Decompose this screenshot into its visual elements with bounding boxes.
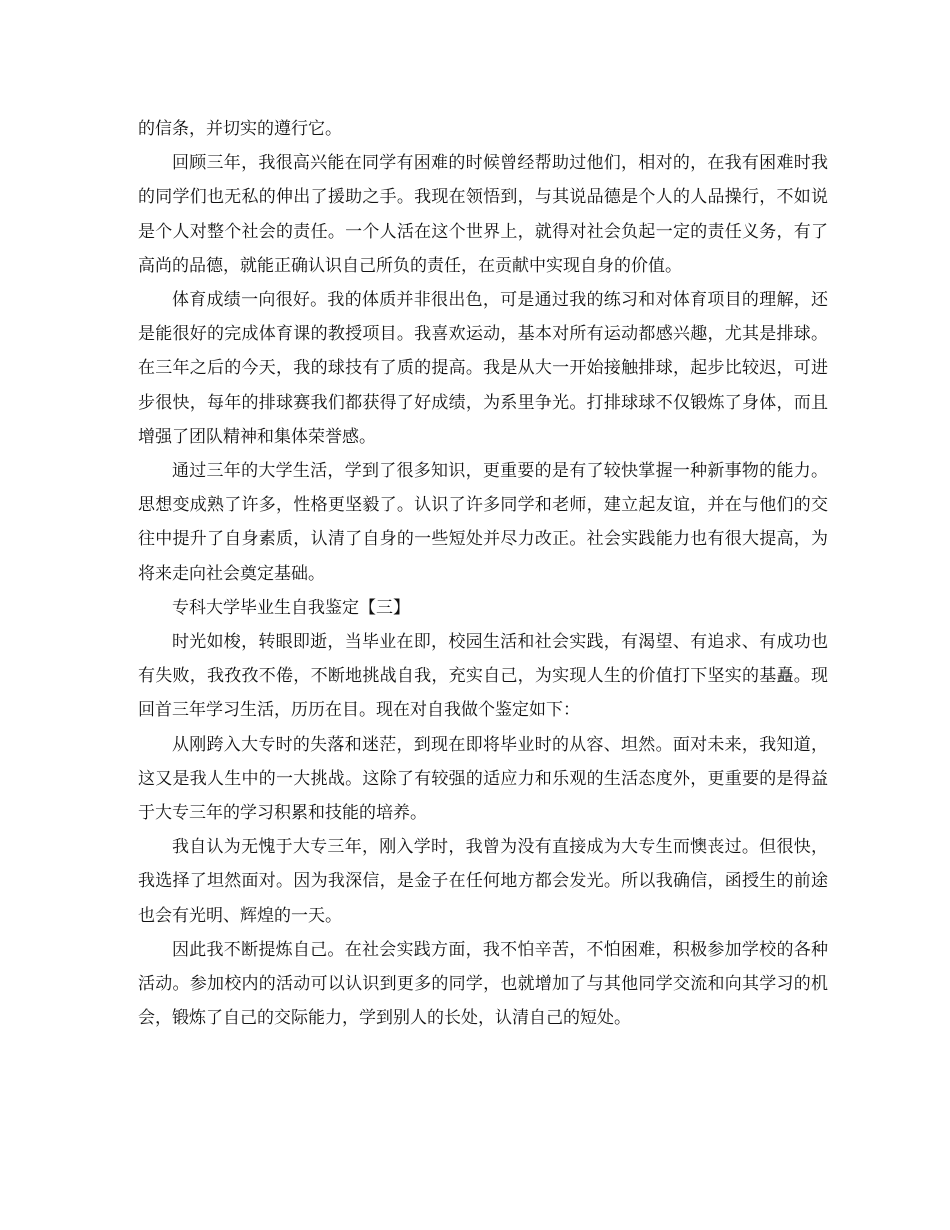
paragraph-no-regrets: 我自认为无愧于大专三年，刚入学时，我曾为没有直接成为大专生而懊丧过。但很快，我选择了坦然面对。因为我深信，是金子在任何地方都会发光。所以我确信，函授生的前途也会有光明、辉煌的一天。 <box>138 837 828 926</box>
section-heading: 专科大学毕业生自我鉴定【三】 <box>172 597 410 618</box>
paragraph-sports: 体育成绩一向很好。我的体质并非很出色，可是通过我的练习和对体育项目的理解，还是能很好的完成体育课的教授项目。我喜欢运动，基本对所有运动都感兴趣，尤其是排球。在三年之后的今天，我的球技有了质的提高。我是从大一开始接触排球，起步比较迟，可进步很快，每年的排球赛我们都获得了好成绩，为系里争光。打排球球不仅锻炼了身体，而且增强了团队精神和集体荣誉感。 <box>138 290 828 447</box>
paragraph-helping-classmates: 回顾三年，我很高兴能在同学有困难的时候曾经帮助过他们，相对的，在我有困难时我的同学们也无私的伸出了援助之手。我现在领悟到，与其说品德是个人的人品操行，不如说是个人对整个社会的责任。一个人活在这个世界上，就得对社会负起一定的责任义务，有了高尚的品德，就能正确认识自己所负的责任，在贡献中实现自身的价值。 <box>138 153 828 276</box>
paragraph-continuation: 的信条，并切实的遵行它。 <box>138 119 342 139</box>
paragraph-self-improvement: 因此我不断提炼自己。在社会实践方面，我不怕辛苦，不怕困难，积极参加学校的各种活动。参加校内的活动可以认识到更多的同学，也就增加了与其他同学交流和向其学习的机会，锻炼了自己的交际能力，学到别人的长处，认清自己的短处。 <box>138 939 828 1029</box>
paragraph-college-life: 通过三年的大学生活，学到了很多知识，更重要的是有了较快掌握一种新事物的能力。思想变成熟了许多，性格更坚毅了。认识了许多同学和老师，建立起友谊，并在与他们的交往中提升了自身素质，认清了自身的一些短处并尽力改正。社会实践能力也有很大提高，为将来走向社会奠定基础。 <box>138 461 828 584</box>
document-page <box>138 112 828 1035</box>
paragraph-from-confusion: 从刚跨入大专时的失落和迷茫，到现在即将毕业时的从容、坦然。面对未来，我知道，这又是我人生中的一大挑战。这除了有较强的适应力和乐观的生活态度外，更重要的是得益于大专三年的学习积累和技能的培养。 <box>138 734 828 824</box>
paragraph-time-flies: 时光如梭，转眼即逝，当毕业在即，校园生活和社会实践，有渴望、有追求、有成功也有失败，我孜孜不倦，不断地挑战自我，充实自己，为实现人生的价值打下坚实的基矗。现回首三年学习生活，历历在目。现在对自我做个鉴定如下： <box>138 632 828 721</box>
